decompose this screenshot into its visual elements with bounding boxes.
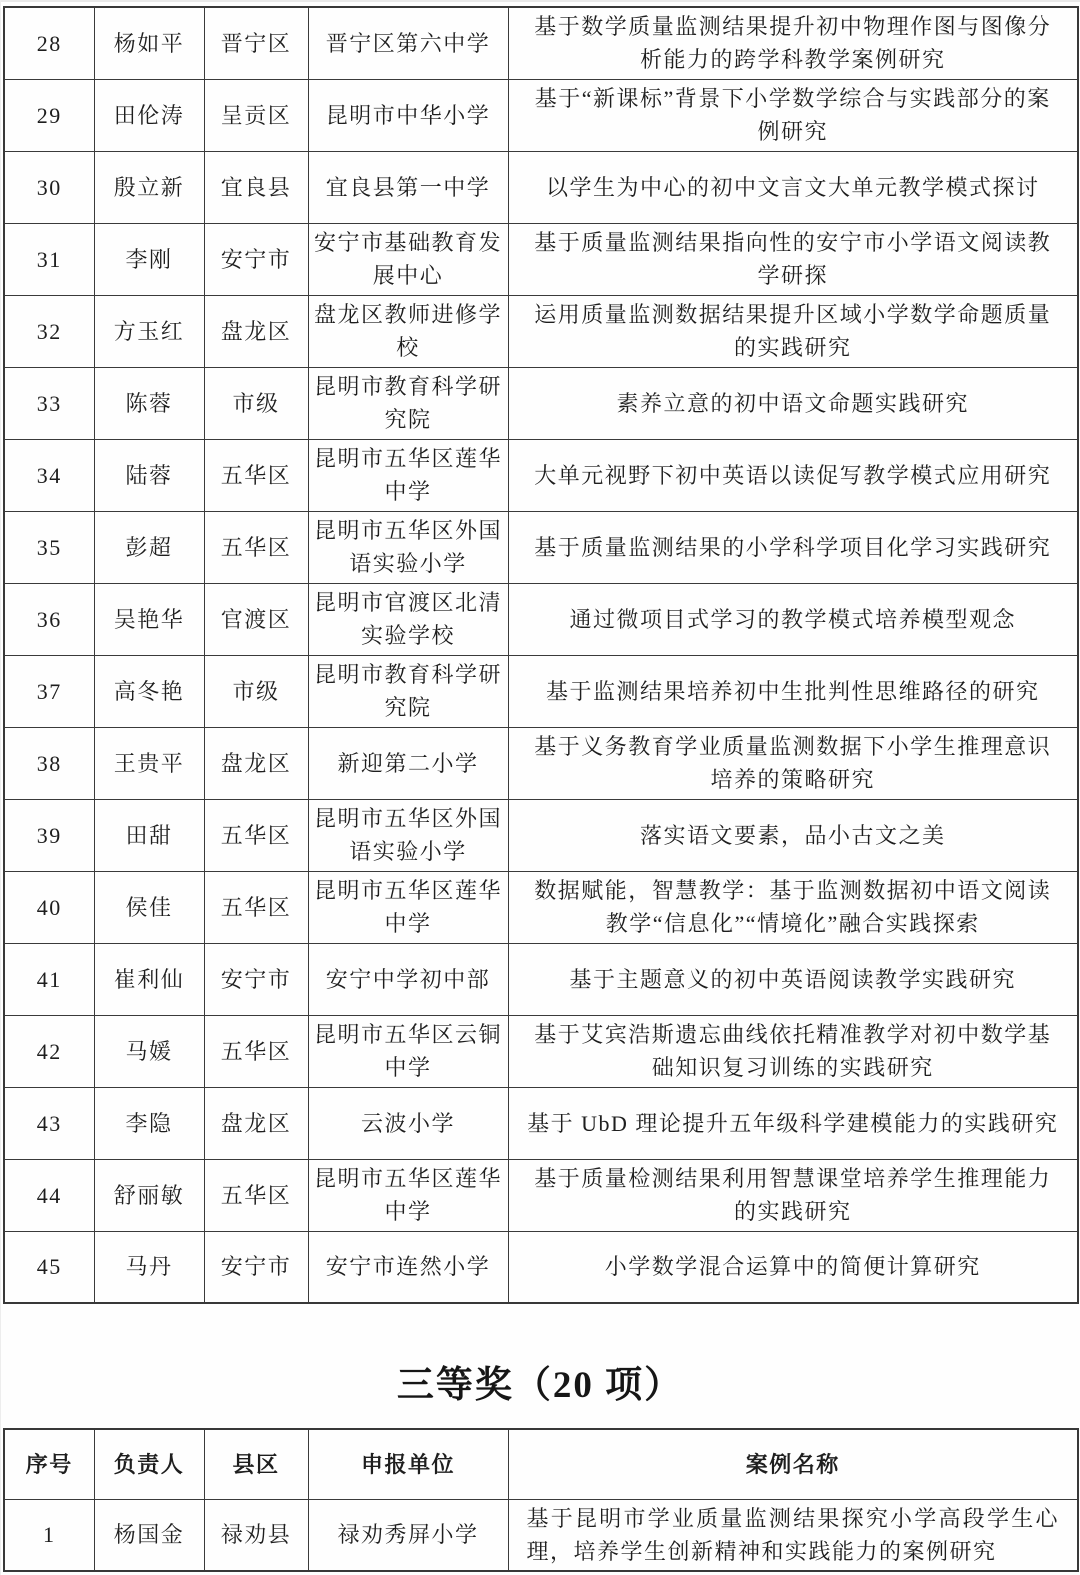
header-serial-number: 序号 (4, 1429, 94, 1499)
cell-district: 五华区 (204, 871, 308, 943)
cell-district: 宜良县 (204, 151, 308, 223)
table-row (4, 439, 1078, 511)
cell-unit: 昆明市教育科学研究院 (308, 367, 508, 439)
cell-case-name: 大单元视野下初中英语以读促写教学模式应用研究 (508, 439, 1078, 511)
cell-unit: 安宁中学初中部 (308, 943, 508, 1015)
cell-leader-name: 吴艳华 (94, 583, 204, 655)
cell-leader-name: 马丹 (94, 1231, 204, 1303)
cell-case-name: 通过微项目式学习的教学模式培养模型观念 (508, 583, 1078, 655)
award-table-second-prize-continued (3, 6, 1079, 1304)
cell-case-name: 基于 UbD 理论提升五年级科学建模能力的实践研究 (508, 1087, 1078, 1159)
cell-case-name: 基于“新课标”背景下小学数学综合与实践部分的案例研究 (508, 79, 1078, 151)
cell-leader-name: 方玉红 (94, 295, 204, 367)
section-heading-third-prize: 三等奖（20 项） (396, 1365, 684, 1406)
table-header-row (4, 1429, 1078, 1499)
header-case-name: 案例名称 (508, 1429, 1078, 1499)
table-row (4, 1015, 1078, 1087)
cell-leader-name: 李隐 (94, 1087, 204, 1159)
cell-serial-number: 41 (4, 943, 94, 1015)
scan-edge-artifact (0, 0, 1, 1575)
cell-serial-number: 45 (4, 1231, 94, 1303)
cell-case-name: 落实语文要素，品小古文之美 (508, 799, 1078, 871)
cell-unit: 昆明市中华小学 (308, 79, 508, 151)
cell-serial-number: 1 (4, 1499, 94, 1571)
cell-leader-name: 侯佳 (94, 871, 204, 943)
cell-serial-number: 30 (4, 151, 94, 223)
cell-leader-name: 舒丽敏 (94, 1159, 204, 1231)
cell-district: 五华区 (204, 511, 308, 583)
cell-unit: 昆明市五华区莲华中学 (308, 1159, 508, 1231)
cell-district: 市级 (204, 367, 308, 439)
cell-leader-name: 田甜 (94, 799, 204, 871)
cell-leader-name: 李刚 (94, 223, 204, 295)
cell-case-name: 基于艾宾浩斯遗忘曲线依托精准教学对初中数学基础知识复习训练的实践研究 (508, 1015, 1078, 1087)
table-row (4, 727, 1078, 799)
cell-unit: 安宁市基础教育发展中心 (308, 223, 508, 295)
cell-leader-name: 王贵平 (94, 727, 204, 799)
table-row (4, 1231, 1078, 1303)
cell-case-name: 运用质量监测数据结果提升区域小学数学命题质量的实践研究 (508, 295, 1078, 367)
cell-case-name: 基于监测结果培养初中生批判性思维路径的研究 (508, 655, 1078, 727)
cell-unit: 昆明市官渡区北清实验学校 (308, 583, 508, 655)
table-row (4, 511, 1078, 583)
cell-leader-name: 崔利仙 (94, 943, 204, 1015)
cell-district: 禄劝县 (204, 1499, 308, 1571)
cell-district: 五华区 (204, 799, 308, 871)
cell-case-name: 基于数学质量监测结果提升初中物理作图与图像分析能力的跨学科教学案例研究 (508, 7, 1078, 79)
cell-case-name: 小学数学混合运算中的简便计算研究 (508, 1231, 1078, 1303)
cell-unit: 昆明市五华区云铜中学 (308, 1015, 508, 1087)
cell-leader-name: 殷立新 (94, 151, 204, 223)
table-row (4, 295, 1078, 367)
cell-serial-number: 38 (4, 727, 94, 799)
scan-edge-artifact (0, 0, 1080, 2)
cell-serial-number: 44 (4, 1159, 94, 1231)
cell-case-name: 基于义务教育学业质量监测数据下小学生推理意识培养的策略研究 (508, 727, 1078, 799)
table-row (4, 1159, 1078, 1231)
cell-district: 五华区 (204, 1159, 308, 1231)
cell-district: 五华区 (204, 439, 308, 511)
cell-unit: 昆明市五华区外国语实验小学 (308, 799, 508, 871)
header-district: 县区 (204, 1429, 308, 1499)
cell-district: 盘龙区 (204, 295, 308, 367)
cell-leader-name: 田伦涛 (94, 79, 204, 151)
cell-case-name: 基于主题意义的初中英语阅读教学实践研究 (508, 943, 1078, 1015)
cell-serial-number: 43 (4, 1087, 94, 1159)
cell-case-name: 素养立意的初中语文命题实践研究 (508, 367, 1078, 439)
cell-serial-number: 34 (4, 439, 94, 511)
second-prize-rows (4, 7, 1078, 1303)
table-row (4, 367, 1078, 439)
cell-leader-name: 陆蓉 (94, 439, 204, 511)
cell-serial-number: 28 (4, 7, 94, 79)
cell-case-name: 基于质量监测结果的小学科学项目化学习实践研究 (508, 511, 1078, 583)
cell-unit: 昆明市五华区莲华中学 (308, 871, 508, 943)
third-prize-header (4, 1429, 1078, 1499)
cell-district: 官渡区 (204, 583, 308, 655)
table-row (4, 655, 1078, 727)
cell-serial-number: 29 (4, 79, 94, 151)
table-row (4, 79, 1078, 151)
cell-district: 安宁市 (204, 223, 308, 295)
cell-leader-name: 马媛 (94, 1015, 204, 1087)
cell-unit: 云波小学 (308, 1087, 508, 1159)
cell-district: 呈贡区 (204, 79, 308, 151)
cell-serial-number: 35 (4, 511, 94, 583)
cell-leader-name: 陈蓉 (94, 367, 204, 439)
cell-unit: 昆明市五华区莲华中学 (308, 439, 508, 511)
cell-serial-number: 40 (4, 871, 94, 943)
table-row (4, 799, 1078, 871)
cell-district: 安宁市 (204, 943, 308, 1015)
cell-district: 市级 (204, 655, 308, 727)
header-unit: 申报单位 (308, 1429, 508, 1499)
third-prize-rows (4, 1499, 1078, 1571)
cell-unit: 宜良县第一中学 (308, 151, 508, 223)
cell-district: 安宁市 (204, 1231, 308, 1303)
cell-leader-name: 杨国金 (94, 1499, 204, 1571)
cell-case-name: 基于昆明市学业质量监测结果探究小学高段学生心理，培养学生创新精神和实践能力的案例研究 (508, 1499, 1078, 1571)
cell-unit: 盘龙区教师进修学校 (308, 295, 508, 367)
cell-unit: 新迎第二小学 (308, 727, 508, 799)
cell-case-name: 基于质量检测结果利用智慧课堂培养学生推理能力的实践研究 (508, 1159, 1078, 1231)
table-row (4, 1087, 1078, 1159)
table-row (4, 223, 1078, 295)
cell-unit: 晋宁区第六中学 (308, 7, 508, 79)
cell-case-name: 数据赋能，智慧教学：基于监测数据初中语文阅读教学“信息化”“情境化”融合实践探索 (508, 871, 1078, 943)
cell-serial-number: 36 (4, 583, 94, 655)
cell-leader-name: 彭超 (94, 511, 204, 583)
cell-leader-name: 高冬艳 (94, 655, 204, 727)
table-row (4, 943, 1078, 1015)
cell-unit: 安宁市连然小学 (308, 1231, 508, 1303)
cell-district: 晋宁区 (204, 7, 308, 79)
cell-unit: 昆明市教育科学研究院 (308, 655, 508, 727)
cell-serial-number: 32 (4, 295, 94, 367)
cell-district: 盘龙区 (204, 727, 308, 799)
cell-serial-number: 39 (4, 799, 94, 871)
cell-serial-number: 33 (4, 367, 94, 439)
cell-district: 盘龙区 (204, 1087, 308, 1159)
table-row (4, 1499, 1078, 1571)
table-row (4, 7, 1078, 79)
table-row (4, 871, 1078, 943)
cell-unit: 昆明市五华区外国语实验小学 (308, 511, 508, 583)
cell-serial-number: 31 (4, 223, 94, 295)
table-row (4, 151, 1078, 223)
table-row (4, 583, 1078, 655)
cell-serial-number: 37 (4, 655, 94, 727)
cell-district: 五华区 (204, 1015, 308, 1087)
cell-leader-name: 杨如平 (94, 7, 204, 79)
cell-case-name: 基于质量监测结果指向性的安宁市小学语文阅读教学研探 (508, 223, 1078, 295)
cell-unit: 禄劝秀屏小学 (308, 1499, 508, 1571)
cell-case-name: 以学生为中心的初中文言文大单元教学模式探讨 (508, 151, 1078, 223)
award-table-third-prize (3, 1428, 1079, 1572)
cell-serial-number: 42 (4, 1015, 94, 1087)
header-leader: 负责人 (94, 1429, 204, 1499)
